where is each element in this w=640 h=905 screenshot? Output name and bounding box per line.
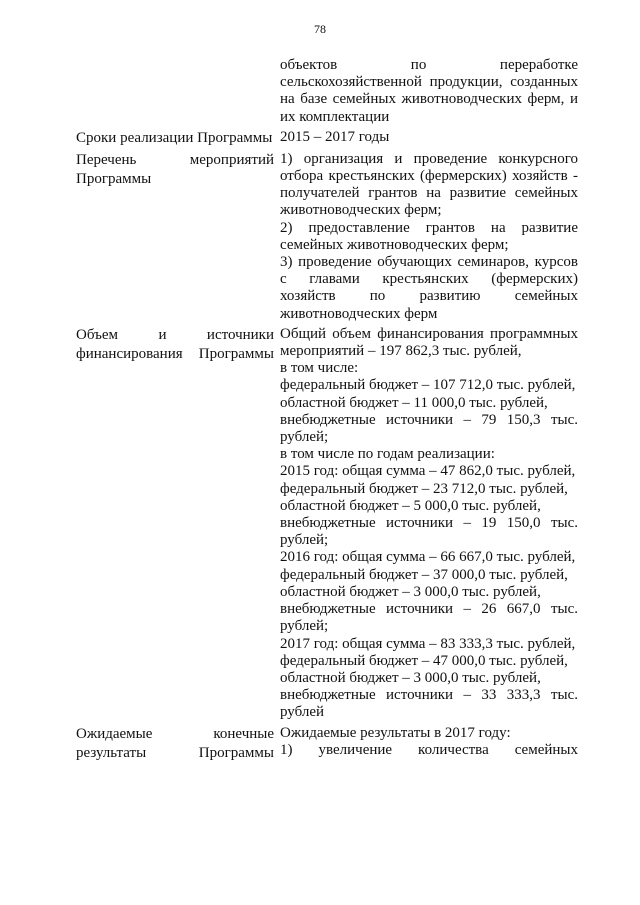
- row-label: [76, 57, 280, 126]
- content-paragraph: областной бюджет – 3 000,0 тыс. рублей,: [280, 669, 541, 686]
- content-paragraph: Ожидаемые результаты в 2017 году:: [280, 724, 511, 741]
- content-paragraph: областной бюджет – 5 000,0 тыс. рублей,: [280, 497, 541, 514]
- content-paragraph: Общий объем финансирования программных мероприятий – 197 862,3 тыс. рублей,: [280, 325, 578, 360]
- content-paragraph: 3) проведение обучающих семинаров, курсов с главами крестьянских (фермерских) хозяйств по развитию семейных животноводческих ферм: [280, 254, 578, 322]
- content-paragraph: областной бюджет – 11 000,0 тыс. рублей,: [280, 394, 548, 411]
- row-content: [280, 151, 578, 323]
- row-label: Объем и источники финансирования Программы: [76, 326, 274, 362]
- content-paragraph: объектов по переработке сельскохозяйственной продукции, созданных на базе семейных животноводческих ферм, и их комплектации: [280, 57, 578, 125]
- content-paragraph: в том числе:: [280, 360, 359, 377]
- row-content: [280, 725, 578, 763]
- content-paragraph: в том числе по годам реализации:: [280, 446, 495, 463]
- page-number: 78: [314, 22, 326, 36]
- content-paragraph: внебюджетные источники – 33 333,3 тыс. рублей: [280, 687, 578, 721]
- content-paragraph: федеральный бюджет – 23 712,0 тыс. рублей,: [280, 480, 568, 497]
- content-paragraph: внебюджетные источники – 26 667,0 тыс. рублей;: [280, 601, 578, 635]
- table-row-results: [76, 725, 578, 763]
- content-paragraph: федеральный бюджет – 37 000,0 тыс. рублей,: [280, 566, 568, 583]
- content-paragraph: 1) увеличение количества семейных: [280, 741, 578, 758]
- row-label: Ожидаемые конечные результаты Программы: [76, 725, 274, 761]
- row-content: [280, 326, 578, 722]
- table-row-financing: [76, 326, 578, 722]
- row-label: Перечень мероприятий Программы: [76, 151, 274, 187]
- content-paragraph: 2015 – 2017 годы: [280, 128, 390, 145]
- row-label: Сроки реализации Программы: [76, 129, 273, 146]
- content-paragraph: 2017 год: общая сумма – 83 333,3 тыс. рублей,: [280, 635, 576, 652]
- row-content: [280, 57, 578, 126]
- content-paragraph: внебюджетные источники – 79 150,3 тыс. рублей;: [280, 411, 578, 446]
- table-row-timeline: [76, 129, 578, 148]
- program-passport-table: [76, 57, 578, 763]
- content-paragraph: 2015 год: общая сумма – 47 862,0 тыс. рублей,: [280, 463, 576, 480]
- table-row-continuation: [76, 57, 578, 126]
- content-paragraph: областной бюджет – 3 000,0 тыс. рублей,: [280, 583, 541, 600]
- content-paragraph: внебюджетные источники – 19 150,0 тыс. рублей;: [280, 515, 578, 549]
- content-paragraph: 2016 год: общая сумма – 66 667,0 тыс. рублей,: [280, 549, 576, 566]
- row-content: [280, 129, 578, 148]
- content-paragraph: 2) предоставление грантов на развитие семейных животноводческих ферм;: [280, 219, 578, 253]
- content-paragraph: 1) организация и проведение конкурсного отбора крестьянских (фермерских) хозяйств - получателей грантов на развитие семейных животноводческих ферм;: [280, 150, 578, 219]
- content-paragraph: федеральный бюджет – 47 000,0 тыс. рублей,: [280, 652, 568, 669]
- content-paragraph: федеральный бюджет – 107 712,0 тыс. рублей,: [280, 377, 576, 394]
- table-row-activities: [76, 151, 578, 323]
